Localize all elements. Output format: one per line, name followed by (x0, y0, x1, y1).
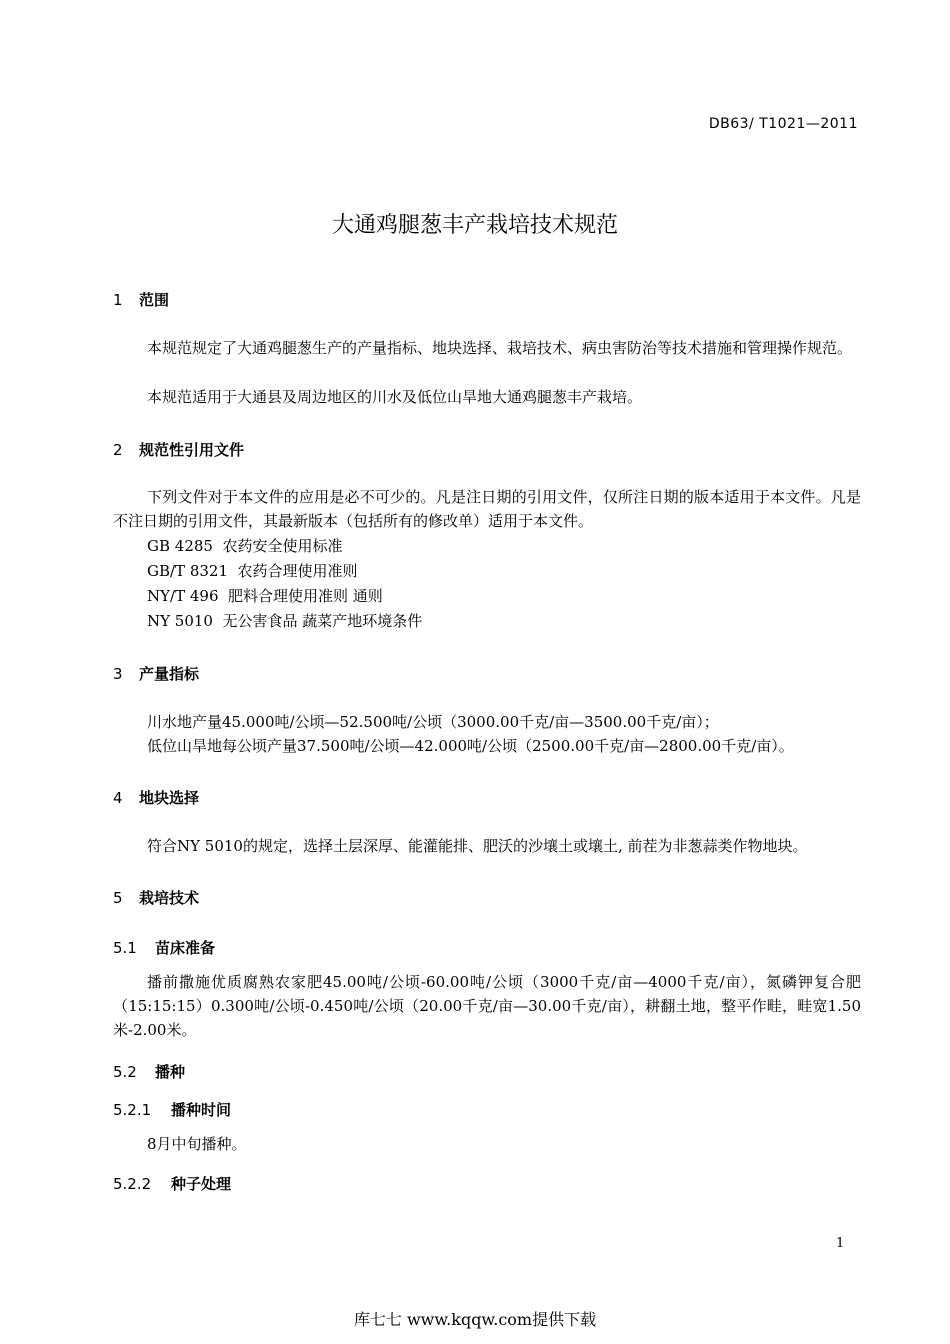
section-5-2-1-heading (113, 1099, 231, 1120)
section-number: 5.1 (113, 939, 137, 957)
yield-line-2: 低位山旱地每公顷产量37.500吨/公顷—42.000吨/公顷（2500.00千克/亩—2800.00千克/亩）。 (147, 737, 794, 755)
section-title: 种子处理 (171, 1175, 232, 1193)
section-1-paragraph-2: 本规范适用于大通县及周边地区的川水及低位山旱地大通鸡腿葱丰产栽培。 (147, 388, 643, 406)
section-1-heading (113, 289, 169, 310)
section-1-paragraph-1: 本规范规定了大通鸡腿葱生产的产量指标、地块选择、栽培技术、病虫害防治等技术措施和管理操作规范。 (147, 339, 853, 357)
footer-watermark: 库七七 www.kqqw.com提供下载 (353, 1310, 597, 1329)
page-title: 大通鸡腿葱丰产栽培技术规范 (331, 213, 618, 238)
section-number: 4 (113, 789, 123, 807)
section-5-2-1-paragraph-1: 8月中旬播种。 (147, 1135, 247, 1153)
section-number: 5.2.1 (113, 1101, 152, 1119)
section-2-heading (113, 439, 244, 460)
section-5-1-paragraph-1: 播前撒施优质腐熟农家肥45.00吨/公顷-60.00吨/公顷（3000千克/亩—4000千克/亩），氮磷钾复合肥（15:15:15）0.300吨/公顷-0.450吨/公顷（20.00千克/亩—30.00千克/亩），耕翻土地，整平作畦，畦宽1.50米-2.00米。 (113, 973, 861, 1039)
section-number: 2 (113, 441, 123, 459)
section-5-2-heading (113, 1061, 185, 1082)
section-5-2-2-heading (113, 1173, 231, 1194)
page-number: 1 (836, 1236, 845, 1251)
yield-line-1: 川水地产量45.000吨/公顷—52.500吨/公顷（3000.00千克/亩—3500.00千克/亩）； (147, 713, 719, 731)
section-title: 地块选择 (139, 789, 200, 807)
reference-item: GB 4285 农药安全使用标准 (147, 537, 343, 555)
section-title: 规范性引用文件 (139, 441, 245, 459)
section-number: 5.2 (113, 1063, 137, 1081)
section-4-paragraph-1: 符合NY 5010的规定，选择土层深厚、能灌能排、肥沃的沙壤土或壤土, 前茬为非葱蒜类作物地块。 (147, 837, 808, 855)
section-2-paragraph-1: 下列文件对于本文件的应用是必不可少的。凡是注日期的引用文件，仅所注日期的版本适用于本文件。凡是不注日期的引用文件，其最新版本（包括所有的修改单）适用于本文件。 (113, 488, 861, 530)
section-title: 播种时间 (171, 1101, 232, 1119)
section-4-heading (113, 787, 199, 808)
section-title: 播种 (155, 1063, 186, 1081)
section-number: 5.2.2 (113, 1175, 152, 1193)
section-3-heading (113, 663, 199, 684)
section-title: 苗床准备 (155, 939, 216, 957)
section-title: 产量指标 (139, 665, 200, 683)
reference-item: NY/T 496 肥料合理使用准则 通则 (147, 587, 383, 605)
section-5-1-heading (113, 937, 215, 958)
reference-item: GB/T 8321 农药合理使用准则 (147, 562, 358, 580)
section-number: 3 (113, 665, 123, 683)
section-number: 5 (113, 889, 123, 907)
document-number: DB63/ T1021—2011 (708, 116, 858, 132)
reference-item: NY 5010 无公害食品 蔬菜产地环境条件 (147, 612, 423, 630)
section-5-heading (113, 887, 199, 908)
section-title: 范围 (139, 291, 170, 309)
section-number: 1 (113, 291, 123, 309)
section-title: 栽培技术 (139, 889, 200, 907)
